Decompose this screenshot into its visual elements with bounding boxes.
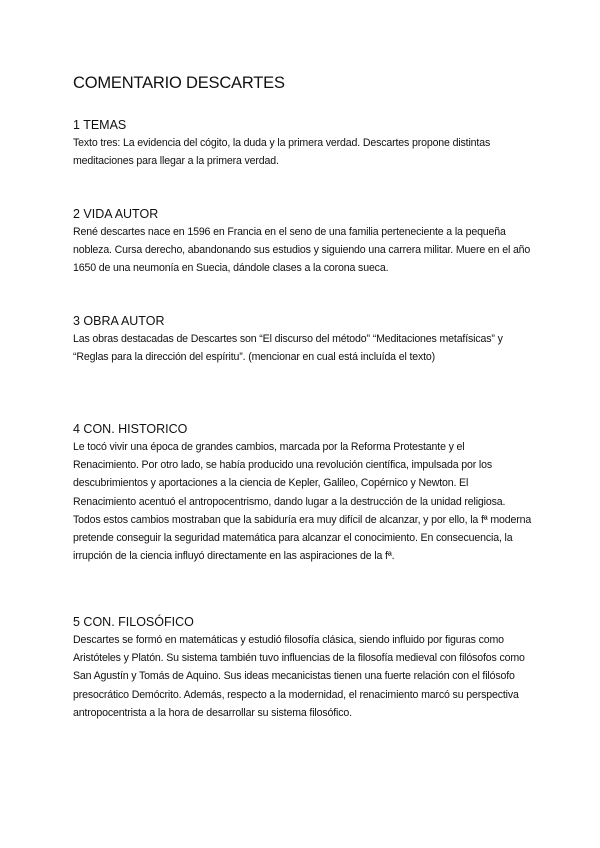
section-heading: 1 TEMAS [73,118,127,132]
section-body: Le tocó vivir una época de grandes cambios, marcada por la Reforma Protestante y el Renacimiento. Por otro lado, se había producido una revolución científica, impulsada por los descubrimientos y aportaciones a la ciencia de Kepler, Galileo, Copérnico y Newton. El Renacimiento acentuó el antropocentrismo, dando lugar a la destrucción de la unidad religiosa. Todos estos cambios mostraban que la sabiduría era muy difícil de alcanzar, y por ello, la fª moderna pretende conseguir la seguridad matemática para alcanzar el conocimiento. En consecuencia, la irrupción de la ciencia influyó directamente en las aspiraciones de la fª. [73,441,532,563]
section-obra-autor [73,312,533,366]
section-body: René descartes nace en 1596 en Francia en el seno de una familia perteneciente a la pequeña nobleza. Cursa derecho, abandonando sus estudios y siguiendo una carrera militar. Muere en el año 1650 de una neumonía en Suecia, dándole clases a la corona sueca. [73,226,531,275]
section-contexto-historico [73,420,533,565]
section-body: Descartes se formó en matemáticas y estudió filosofía clásica, siendo influido por figuras como Aristóteles y Platón. Su sistema también tuvo influencias de la filosofía medieval con filósofos como San Agustín y Tomás de Aquino. Sus ideas mecanicistas tienen una fuerte relación con el filósofo presocrático Demócrito. Además, respecto a la modernidad, el renacimiento marcó su perspectiva antropocentrista a la hora de desarrollar su sistema filosófico. [73,634,525,719]
section-heading: 4 CON. HISTORICO [73,422,188,436]
document-title: COMENTARIO DESCARTES [73,74,285,92]
section-heading: 5 CON. FILOSÓFICO [73,615,194,629]
document-page [73,0,533,848]
section-heading: 3 OBRA AUTOR [73,314,165,328]
section-vida-autor [73,205,533,278]
section-heading: 2 VIDA AUTOR [73,207,159,221]
section-temas [73,116,533,170]
section-body: Las obras destacadas de Descartes son “El discurso del método” “Meditaciones metafísicas” y “Reglas para la dirección del espíritu”. (mencionar en cual está incluída el texto) [73,333,503,364]
section-contexto-filosofico [73,613,533,722]
section-body: Texto tres: La evidencia del cógito, la duda y la primera verdad. Descartes propone distintas meditaciones para llegar a la primera verdad. [73,137,491,168]
